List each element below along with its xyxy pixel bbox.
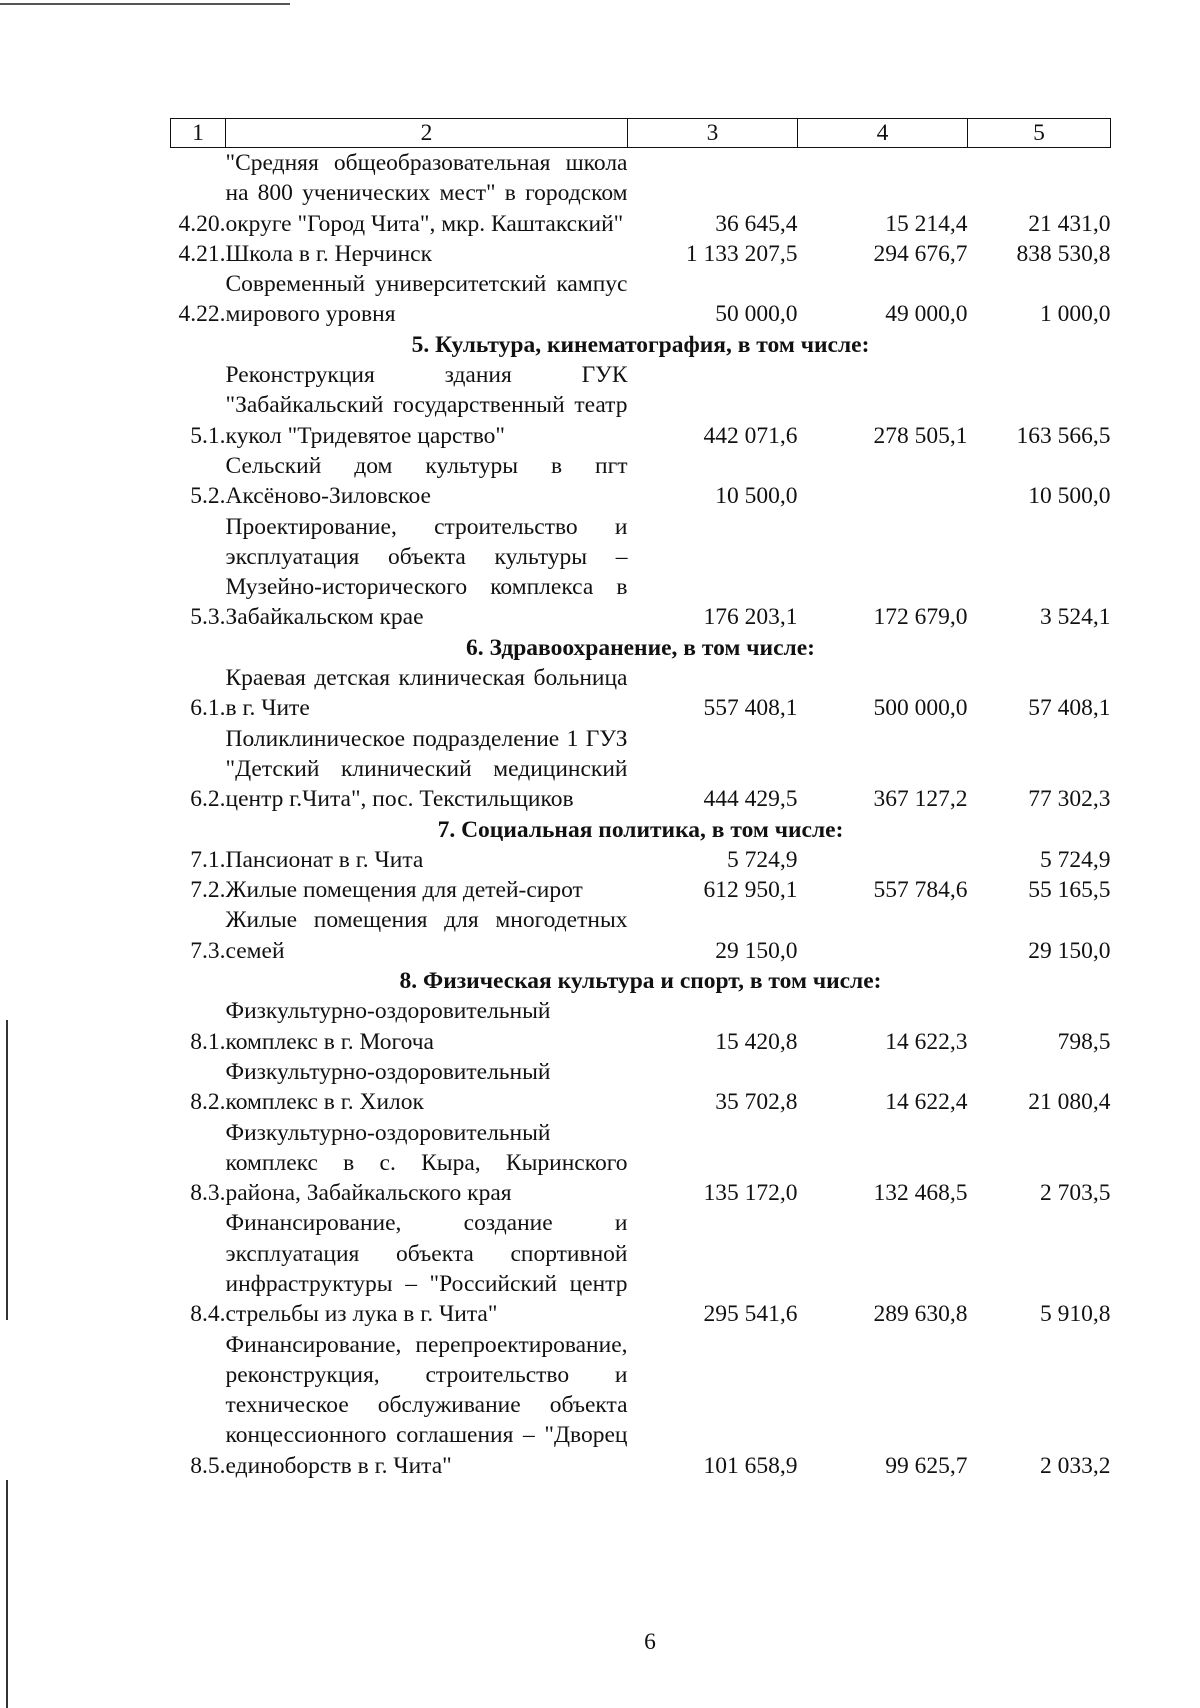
table-header <box>171 119 1111 148</box>
row-number: 5.2. <box>190 483 226 510</box>
table-row <box>171 1208 1111 1329</box>
table-row <box>171 239 1111 269</box>
table-row <box>171 996 1111 1057</box>
table-row <box>171 663 1111 724</box>
object-name: Финансирование, перепроектирование, реконструкция, строительство и техническое обслуживание объекта концессионного соглашения – "Дворец единоборств в г. Чита" <box>225 1331 628 1479</box>
value-column-4: 132 468,5 <box>873 1180 968 1207</box>
value-column-5: 55 165,5 <box>1028 877 1111 904</box>
page-number: 6 <box>644 1629 656 1655</box>
value-column-5: 10 500,0 <box>1028 483 1111 510</box>
value-column-3: 36 645,4 <box>715 210 798 237</box>
scan-edge-line <box>6 1480 8 1708</box>
object-name: Современный университетский кампус мирового уровня <box>225 271 628 328</box>
object-name: Проектирование, строительство и эксплуатация объекта культуры – Музейно-исторического комплекса в Забайкальском крае <box>225 513 628 631</box>
section-heading-row <box>171 330 1111 360</box>
section-heading-row <box>171 815 1111 845</box>
scan-edge-line <box>0 3 290 5</box>
row-number: 4.20. <box>178 210 226 237</box>
value-column-3: 135 172,0 <box>703 1180 798 1207</box>
row-number: 8.2. <box>190 1089 226 1116</box>
table-row <box>171 360 1111 451</box>
value-column-5: 77 302,3 <box>1028 786 1111 813</box>
table-row <box>171 724 1111 815</box>
section-title: 7. Социальная политика, в том числе: <box>437 816 844 843</box>
value-column-3: 176 203,1 <box>703 604 798 631</box>
section-title: 8. Физическая культура и спорт, в том числе: <box>399 968 882 995</box>
object-name: Жилые помещения для многодетных семей <box>225 907 628 964</box>
table-body <box>171 148 1111 1482</box>
column-header: 3 <box>628 119 798 148</box>
table-row <box>171 512 1111 633</box>
value-column-5: 21 431,0 <box>1028 210 1111 237</box>
value-column-3: 295 541,6 <box>703 1301 798 1328</box>
row-number: 5.3. <box>190 604 226 631</box>
object-name: Пансионат в г. Чита <box>225 846 424 873</box>
row-number: 5.1. <box>190 422 226 449</box>
object-name: Финансирование, создание и эксплуатация объекта спортивной инфраструктуры – "Российский центр стрельбы из лука в г. Чита" <box>225 1210 628 1328</box>
value-column-4: 99 625,7 <box>885 1452 968 1479</box>
object-name: Реконструкция здания ГУК "Забайкальский государственный театр кукол "Тридевятое царство" <box>225 362 628 449</box>
value-column-5: 838 530,8 <box>1016 240 1111 267</box>
column-header: 2 <box>226 119 628 148</box>
value-column-3: 442 071,6 <box>703 422 798 449</box>
object-name: Жилые помещения для детей-сирот <box>225 877 583 904</box>
table-row <box>171 1330 1111 1481</box>
column-header: 5 <box>968 119 1111 148</box>
value-column-3: 50 000,0 <box>715 301 798 328</box>
value-column-4: 14 622,3 <box>885 1028 968 1055</box>
value-column-4: 278 505,1 <box>873 422 968 449</box>
value-column-4: 294 676,7 <box>873 240 968 267</box>
value-column-3: 29 150,0 <box>715 937 798 964</box>
table-row <box>171 451 1111 512</box>
row-number: 8.3. <box>190 1180 226 1207</box>
column-header: 1 <box>171 119 226 148</box>
value-column-3: 444 429,5 <box>703 786 798 813</box>
row-number: 6.1. <box>190 695 226 722</box>
value-column-4: 557 784,6 <box>873 877 968 904</box>
value-column-5: 3 524,1 <box>1040 604 1111 631</box>
value-column-3: 557 408,1 <box>703 695 798 722</box>
row-number: 4.21. <box>178 240 226 267</box>
section-heading-row <box>171 633 1111 663</box>
value-column-5: 5 724,9 <box>1040 846 1111 873</box>
table-row <box>171 875 1111 905</box>
object-name: Сельский дом культуры в пгт Аксёново-Зиловское <box>225 452 628 510</box>
value-column-5: 29 150,0 <box>1028 937 1111 964</box>
value-column-4 <box>798 845 968 875</box>
table-row <box>171 845 1111 875</box>
value-column-5: 163 566,5 <box>1016 422 1111 449</box>
value-column-3: 101 658,9 <box>703 1452 798 1479</box>
object-name: Краевая детская клиническая больница в г. Чите <box>225 665 628 722</box>
table-row <box>171 1057 1111 1118</box>
value-column-5: 5 910,8 <box>1040 1301 1111 1328</box>
row-number: 8.1. <box>190 1028 226 1055</box>
row-number: 7.2. <box>190 877 226 904</box>
object-name: Школа в г. Нерчинск <box>225 240 432 267</box>
value-column-4: 500 000,0 <box>873 695 968 722</box>
value-column-4: 14 622,4 <box>885 1089 968 1116</box>
value-column-4 <box>798 451 968 512</box>
value-column-5: 2 033,2 <box>1040 1452 1111 1479</box>
section-title: 6. Здравоохранение, в том числе: <box>466 634 815 661</box>
value-column-3: 15 420,8 <box>715 1028 798 1055</box>
value-column-5: 1 000,0 <box>1040 301 1111 328</box>
row-number: 8.4. <box>190 1301 226 1328</box>
table-row <box>171 269 1111 330</box>
section-title: 5. Культура, кинематография, в том числе: <box>411 331 870 358</box>
row-number: 8.5. <box>190 1452 226 1479</box>
value-column-3: 612 950,1 <box>703 877 798 904</box>
value-column-4 <box>798 905 968 966</box>
object-name: Физкультурно-оздоровительный комплекс в с. Кыра, Кыринского района, Забайкальского края <box>225 1119 628 1207</box>
value-column-4: 49 000,0 <box>885 301 968 328</box>
scan-edge-line <box>6 1020 8 1320</box>
object-name: Физкультурно-оздоровительный комплекс в г. Могоча <box>225 998 551 1055</box>
value-column-5: 57 408,1 <box>1028 695 1111 722</box>
row-number: 7.3. <box>190 937 226 964</box>
table-row <box>171 1118 1111 1209</box>
object-name: "Средняя общеобразовательная школа на 800 ученических мест" в городском округе "Город Чита", мкр. Каштакский" <box>225 150 628 237</box>
column-header: 4 <box>798 119 968 148</box>
section-heading-row <box>171 966 1111 996</box>
value-column-3: 5 724,9 <box>727 846 798 873</box>
value-column-4: 15 214,4 <box>885 210 968 237</box>
value-column-5: 2 703,5 <box>1040 1180 1111 1207</box>
value-column-3: 1 133 207,5 <box>685 240 798 267</box>
object-name: Поликлиническое подразделение 1 ГУЗ "Детский клинический медицинский центр г.Чита", пос. Текстильщиков <box>225 725 628 813</box>
value-column-3: 35 702,8 <box>715 1089 798 1116</box>
value-column-5: 798,5 <box>1057 1028 1111 1055</box>
value-column-4: 172 679,0 <box>873 604 968 631</box>
value-column-4: 289 630,8 <box>873 1301 968 1328</box>
object-name: Физкультурно-оздоровительный комплекс в г. Хилок <box>225 1058 551 1116</box>
value-column-5: 21 080,4 <box>1028 1089 1111 1116</box>
value-column-4: 367 127,2 <box>873 786 968 813</box>
row-number: 7.1. <box>190 846 226 873</box>
table-row <box>171 148 1111 239</box>
row-number: 4.22. <box>178 301 226 328</box>
table-row <box>171 905 1111 966</box>
value-column-3: 10 500,0 <box>715 483 798 510</box>
row-number: 6.2. <box>190 786 226 813</box>
budget-table <box>170 118 1111 1481</box>
